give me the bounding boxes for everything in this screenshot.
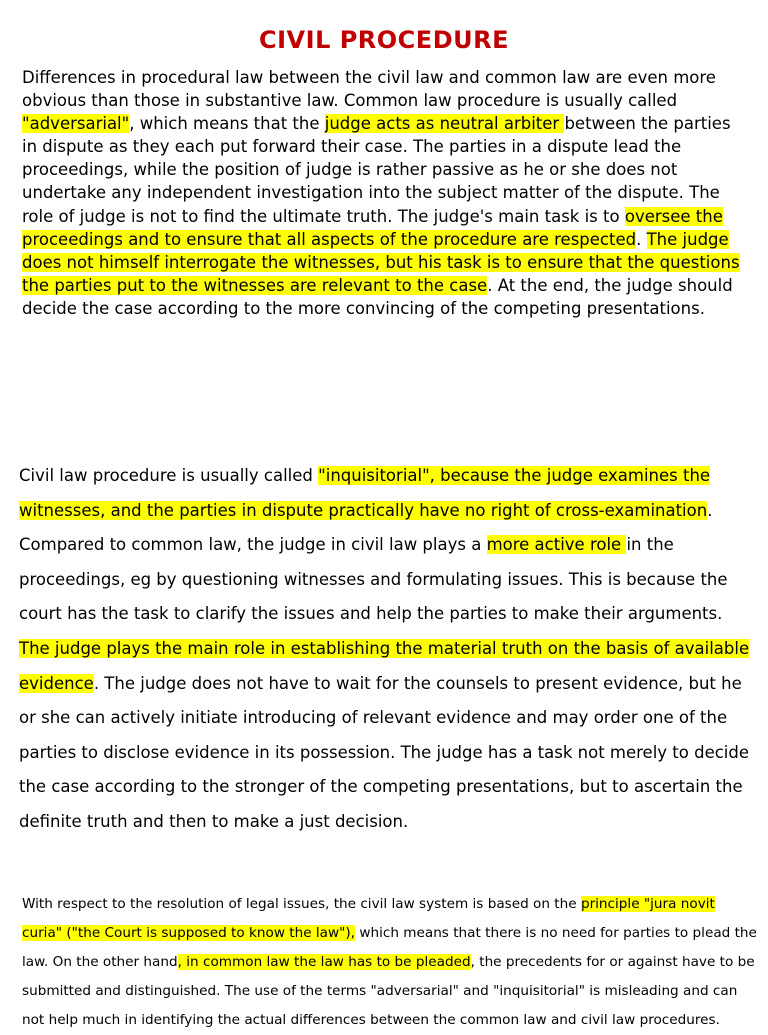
highlighted-text: oversee the proceedings and to ensure that all aspects of the procedure are respected <box>22 206 723 249</box>
text-segment: With respect to the resolution of legal issues, the civil law system is based on the <box>22 896 581 912</box>
text-segment: , the precedents for or against have to be submitted and distinguished. The use of the terms "adversarial" and "inquisitorial" is misleading and can not help much in identifying the actual differences between the common law and civil law procedures. <box>22 954 755 1029</box>
text-segment: Civil law procedure is usually called <box>19 466 319 485</box>
highlighted-text: more active role <box>486 535 627 555</box>
text-segment: . <box>636 229 647 249</box>
paragraph-inquisitorial-procedure <box>19 459 754 840</box>
text-segment: between the parties in dispute as they each put forward their case. The parties in a dispute lead the proceedings, while the position of judge is rather passive as he or she does not undertake any independent investigation into the subject matter of the dispute. The role of judge is not to find the ultimate truth. The judge's main task is to <box>22 114 731 226</box>
highlighted-text: "adversarial" <box>22 114 130 134</box>
highlighted-text: judge acts as neutral arbiter <box>324 114 565 134</box>
text-segment: Differences in procedural law between the civil law and common law are even more obvious than those in substantive law. Common law procedure is usually called <box>22 68 716 111</box>
text-segment: . At the end, the judge should decide the case according to the more convincing of the competing presentations. <box>22 275 733 318</box>
paragraph-adversarial-procedure <box>22 66 748 320</box>
highlighted-text: The judge does not himself interrogate the witnesses, but his task is to ensure that the questions the parties put to the witnesses are relevant to the case <box>22 229 740 295</box>
paragraph-jura-novit-curia <box>22 890 757 1035</box>
highlighted-text: "inquisitorial", because the judge examines the witnesses, and the parties in dispute practically have no right of cross-examination <box>19 466 711 520</box>
text-segment: . The judge does not have to wait for the counsels to present evidence, but he or she can actively initiate introducing of relevant evidence and may order one of the parties to disclose evidence in its possession. The judge has a task not merely to decide the case according to the stronger of the competing presentations, but to ascertain the definite truth and then to make a just decision. <box>19 673 750 831</box>
highlighted-text: , in common law the law has to be pleaded <box>177 954 471 971</box>
highlighted-text: The judge plays the main role in establishing the material truth on the basis of available evidence <box>19 638 750 693</box>
text-segment: which means that there is no need for parties to plead the law. On the other hand <box>22 925 757 971</box>
text-segment: in the proceedings, eg by questioning witnesses and formulating issues. This is because the court has the task to clarify the issues and help the parties to make their arguments. <box>19 535 728 624</box>
text-segment: . Compared to common law, the judge in civil law plays a <box>19 500 713 555</box>
highlighted-text: principle "jura novit curia" ("the Court is supposed to know the law"), <box>22 896 715 942</box>
page-title: CIVIL PROCEDURE <box>259 26 509 54</box>
text-segment: , which means that the <box>129 114 325 134</box>
